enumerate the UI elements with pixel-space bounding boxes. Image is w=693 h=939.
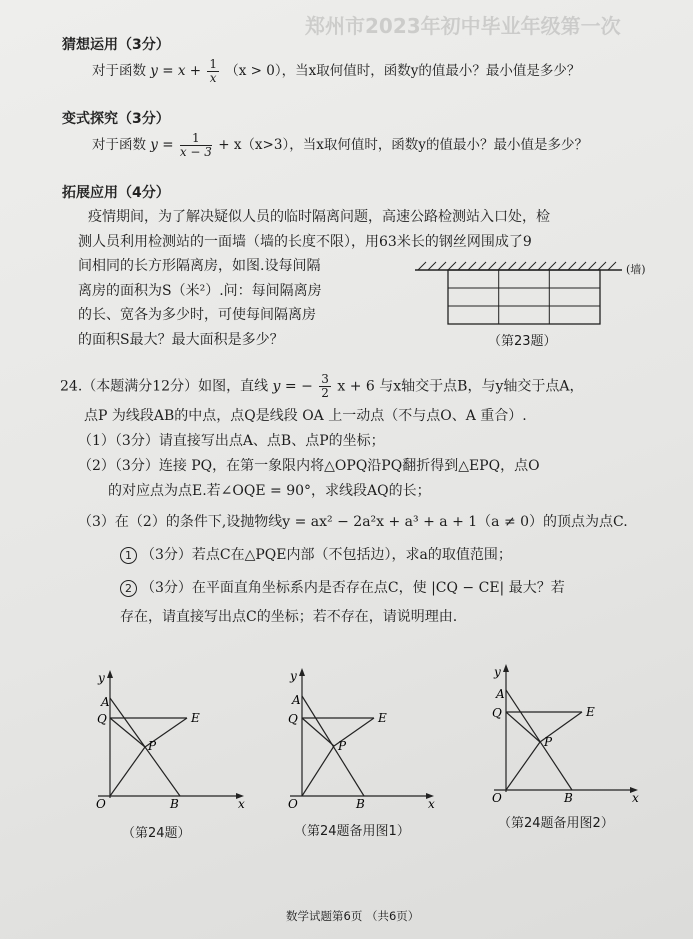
point-label-P: P <box>148 739 157 753</box>
point-label-A: A <box>292 693 301 707</box>
point-label-O: O <box>96 797 106 811</box>
section-title-variant: 变式探究（3分） <box>62 111 170 127</box>
point-label-B: B <box>356 797 365 811</box>
point-label-x: x <box>632 791 639 805</box>
point-label-O: O <box>288 797 298 811</box>
q24-sub2: 2 （3分）在平面直角坐标系内是否存在点C，使 |CQ − CE| 最大？若 <box>120 576 664 601</box>
point-label-y: y <box>290 669 297 683</box>
section-guess-question: 对于函数 y = x + $\frac{1}{x}$ （x > 0），当x取何值时，函数y的值最小？最小值是多少？ <box>92 57 581 85</box>
fraction: $\frac{1}{x - 3}$ <box>179 131 212 159</box>
point-label-A: A <box>101 695 110 709</box>
point-label-B: B <box>564 791 573 805</box>
q24-body: 点P 为线段AB的中点，点Q是线段 OA 上一动点（不与点O、A 重合）. （1）（3分）请直接写出点A、点B、点P的坐标； （2）（3分）连接 PQ，在第一象限内将△OPQ沿PQ翻折得到△EPQ，点O 的对应点为点E.若∠OQE = 90°，求线段AQ的长； （3）在（2）的条件下,设抛物线y = ax² − 2a²x + a³ + a + 1（a ≠ 0）的顶点为点C. 1 （3分）若点C在△PQE内部（不包括边），求a的取值范围； 2 （3分）在平面直角坐标系内是否存在点C，使 |CQ − CE| 最大？若 存在，请直接写出点C的坐标；若不存在，请说明理由. <box>84 404 664 630</box>
figure-24-caption: （第24题） <box>122 826 191 841</box>
section-title-guess: 猜想运用（3分） <box>62 37 170 53</box>
figure-24-backup-2 <box>486 662 646 807</box>
bleed-through-header: 郑州市2023年初中毕业年级第一次 <box>305 14 621 38</box>
section-title-extension: 拓展应用（4分） <box>62 185 170 201</box>
section-extension-text: 疫情期间，为了解决疑似人员的临时隔离问题，高速公路检测站入口处，检 测人员利用检测站的一面墙（墙的长度不限），用63米长的钢丝网围成了9 间相同的长方形隔离房，如图.设每间隔 离房的面积为S（米²）.问：每间隔离房 的长、宽各为多少时，可使每间隔离房 的面积S最大？最大面积是多少？ <box>78 209 550 348</box>
point-label-A: A <box>496 687 505 701</box>
figure-24-main <box>90 668 250 813</box>
point-label-y: y <box>494 665 501 679</box>
wall-label: (墙) <box>626 263 646 276</box>
figure-24-backup-2-caption: （第24题备用图2） <box>498 816 614 831</box>
point-label-P: P <box>544 735 553 749</box>
point-label-x: x <box>428 797 435 811</box>
figure-24-backup-1 <box>282 666 442 811</box>
point-label-Q: Q <box>97 712 107 726</box>
point-label-O: O <box>492 791 502 805</box>
fraction: $\frac{3}{2}$ <box>321 372 329 400</box>
page-footer: 数学试题第6页 （共6页） <box>286 909 420 923</box>
point-label-Q: Q <box>492 706 502 720</box>
point-label-E: E <box>191 711 200 725</box>
point-label-B: B <box>170 797 179 811</box>
figure-23-rooms <box>410 256 660 331</box>
point-label-y: y <box>98 671 105 685</box>
fraction: $\frac{1}{x}$ <box>209 57 217 85</box>
point-label-E: E <box>586 705 595 719</box>
section-variant-question: 对于函数 y = $\frac{1}{x - 3}$ + x（x>3），当x取何值时，函数y的值最小？最小值是多少？ <box>92 131 588 159</box>
figure-24-backup-1-caption: （第24题备用图1） <box>294 824 410 839</box>
point-label-P: P <box>338 739 347 753</box>
point-label-x: x <box>238 797 245 811</box>
point-label-E: E <box>378 711 387 725</box>
figure-23-caption: （第23题） <box>488 334 557 349</box>
q24-sub1: 1 （3分）若点C在△PQE内部（不包括边），求a的取值范围； <box>120 543 664 568</box>
point-label-Q: Q <box>288 712 298 726</box>
q24-header: 24.（本题满分12分）如图，直线 y = − $\frac{3}{2}$ x + 6 与x轴交于点B，与y轴交于点A， <box>60 372 584 400</box>
